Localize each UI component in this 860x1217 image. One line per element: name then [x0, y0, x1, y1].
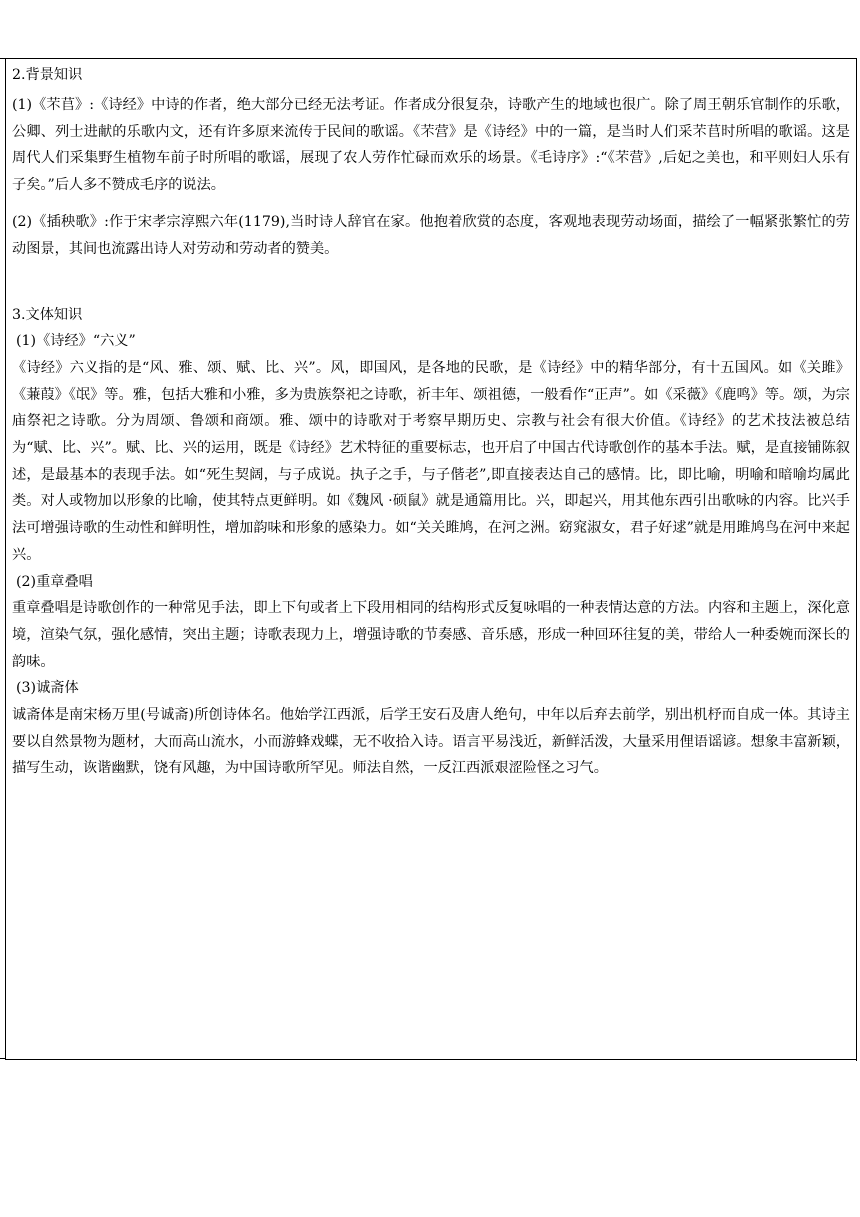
genre-heading: 3.文体知识 — [12, 307, 83, 324]
genre-subheading-liuyi: (1)《诗经》“六义” — [16, 333, 136, 350]
genre-chongzhang-body: 重章叠唱是诗歌创作的一种常见手法，即上下句或者上下段用相同的结构形式反复咏唱的一种表情达意的方法。内容和主题上，深化意境，渲染气氛，强化感情，突出主题；诗歌表现力上，增强诗歌的节奏感、音乐感，形成一种回环往复的美，带给人一种委婉而深长的韵味。 — [12, 600, 850, 670]
background-paragraph-2: (2)《插秧歌》:作于宋孝宗淳熙六年(1179),当时诗人辞官在家。他抱着欣赏的态度，客观地表现劳动场面，描绘了一幅紧张繁忙的劳动图景，其间也流露出诗人对劳动和劳动者的赞美。 — [12, 213, 850, 257]
section-gap — [12, 262, 850, 302]
frame-corner-mark-bottom — [0, 1058, 6, 1059]
genre-subheading-chengzhai: (3)诚斋体 — [16, 680, 79, 697]
frame-right-border — [856, 58, 857, 1061]
frame-corner-mark-top — [0, 58, 6, 59]
genre-liuyi-body: 《诗经》六义指的是“风、雅、颂、赋、比、兴”。风，即国风，是各地的民歌，是《诗经》中的精华部分，有十五国风。如《关雎》《蒹葭》《氓》等。雅，包括大雅和小雅，多为贵族祭祀之诗歌，祈丰年、颂祖德，一般看作“正声”。如《采薇》《鹿鸣》等。颂，为宗庙祭祀之诗歌。分为周颂、鲁颂和商颂。雅、颂中的诗歌对于考察早期历史、宗教与社会有很大价值。《诗经》的艺术技法被总结为“赋、比、兴”。赋、比、兴的运用，既是《诗经》艺术特征的重要标志，也开启了中国古代诗歌创作的基本手法。赋，是直接铺陈叙述，是最基本的表现手法。如“死生契阔，与子成说。执子之手，与子偕老”,即直接表达自己的感情。比，即比喻，明喻和暗喻均属此类。对人或物加以形象的比喻，使其特点更鲜明。如《魏风 ·硕鼠》就是通篇用比。兴，即起兴，用其他东西引出歌咏的内容。比兴手法可增强诗歌的生动性和鲜明性，增加韵味和形象的感染力。如“关关雎鸠，在河之洲。窈窕淑女，君子好逑”就是用雎鸠鸟在河中来起兴。 — [12, 359, 850, 563]
document-content — [12, 64, 850, 782]
genre-subheading-chongzhang: (2)重章叠唱 — [16, 573, 93, 590]
genre-chengzhai-body: 诚斋体是南宋杨万里(号诚斋)所创诗体名。他始学江西派，后学王安石及唐人绝句，中年以后弃去前学，别出机杼而自成一体。其诗主要以自然景物为题材，大而高山流水，小而游蜂戏蝶，无不收拾入诗。语言平易浅近，新鲜活泼，大量采用俚语谣谚。想象丰富新颖，描写生动，诙谐幽默，饶有风趣，为中国诗歌所罕见。师法自然，一反江西派艰涩险怪之习气。 — [12, 707, 850, 777]
background-heading: 2.背景知识 — [12, 67, 83, 83]
background-paragraph-1: (1)《芣苢》:《诗经》中诗的作者，绝大部分已经无法考证。作者成分很复杂，诗歌产生的地域也很广。除了周王朝乐官制作的乐歌，公卿、列士进献的乐歌内文，还有许多原来流传于民间的歌谣。《芣营》是《诗经》中的一篇，是当时人们采芣苢时所唱的歌谣。这是周代人们采集野生植物车前子时所唱的歌谣，展现了农人劳作忙碌而欢乐的场景。《毛诗序》:“《芣营》,后妃之美也，和平则妇人乐有子矣。”后人多不赞成毛序的说法。 — [12, 97, 850, 194]
